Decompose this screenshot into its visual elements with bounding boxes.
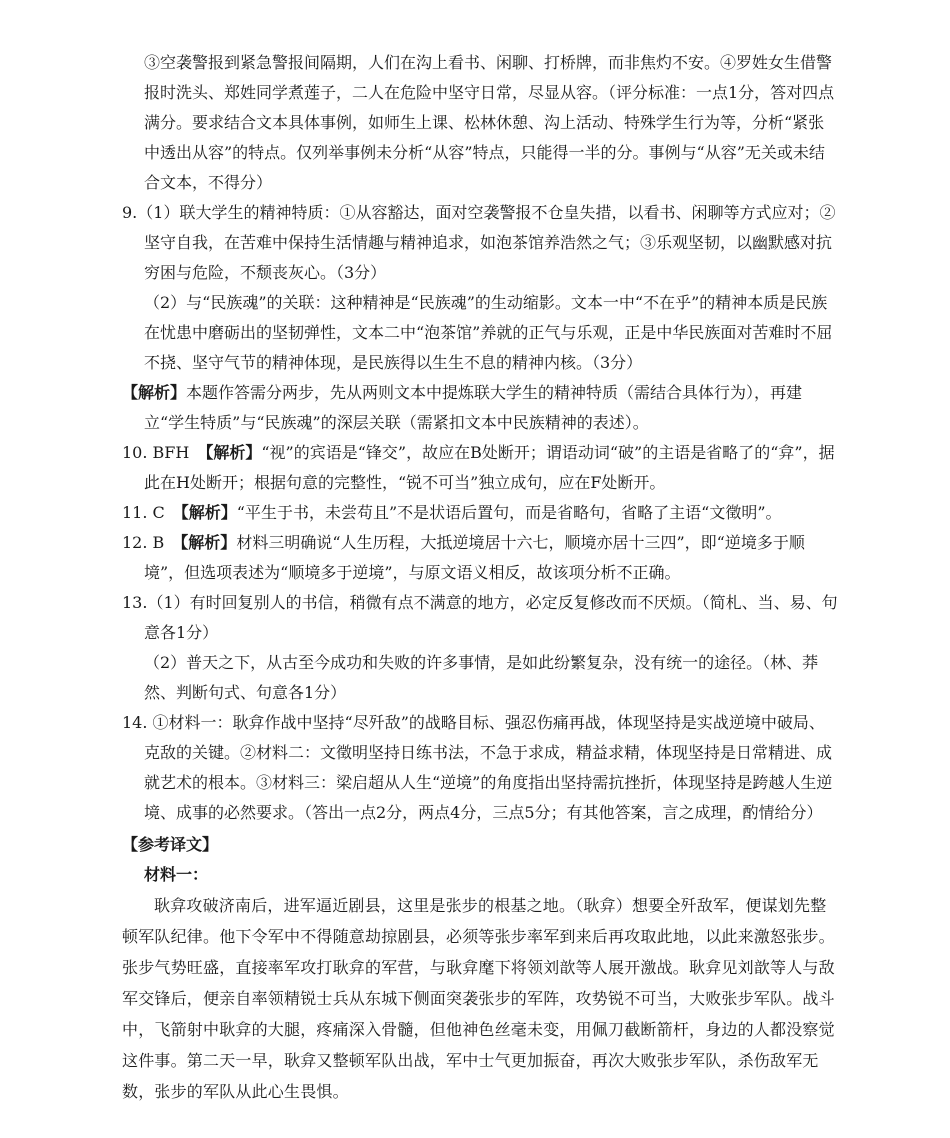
q9-analysis (122, 378, 838, 438)
analysis-tag: 【解析】 (122, 383, 187, 402)
analysis-tag: 【解析】 (180, 503, 237, 522)
q13-part1: 13.（1）有时回复别人的书信，稍微有点不满意的地方，必定反复修改而不厌烦。（简札、当、易、句意各1分） (122, 593, 838, 642)
q8-continuation: ③空袭警报到紧急警报间隔期，人们在沟上看书、闲聊、打桥牌，而非焦灼不安。④罗姓女生借警报时洗头、郑姓同学煮莲子，二人在危险中坚守日常，尽显从容。（评分标准：一点1分，答对四点满分。要求结合文本具体事例，如师生上课、松林休憩、沟上活动、特殊学生行为等，分析“紧张中透出从容”的特点。仅列举事例未分析“从容”特点，只能得一半的分。事例与“从容”无关或未结合文本，不得分） (144, 53, 835, 192)
q10-answer (122, 438, 838, 498)
q12-text: 材料三明确说“人生历程，大抵逆境居十六七，顺境亦居十三四”，即“逆境多于顺境”，但选项表述为“顺境多于逆境”，与原文语义相反，故该项分析不正确。 (144, 533, 805, 582)
q11-label: 11. C (122, 503, 181, 522)
q10-label: 10. BFH (122, 443, 206, 462)
q9-analysis-text: 本题作答需分两步，先从两则文本中提炼联大学生的精神特质（需结合具体行为），再建立“学生特质”与“民族魂”的深层关联（需紧扣文本中民族精神的表述）。 (144, 383, 803, 432)
analysis-tag: 【解析】 (205, 443, 262, 462)
q12-label: 12. B (122, 533, 181, 552)
material1-title: 材料一： (144, 865, 209, 884)
q9-part2: （2）与“民族魂”的关联：这种精神是“民族魂”的生动缩影。文本一中“不在乎”的精神本质是民族在忧患中磨砺出的坚韧弹性，文本二中“泡茶馆”养就的正气与乐观，正是中华民族面对苦难时不屈不挠、坚守气节的精神体现，是民族得以生生不息的精神内核。（3分） (144, 293, 833, 372)
q10-text: “视”的宾语是“锋交”，故应在B处断开；谓语动词“破”的主语是省略了的“弇”，据此在H处断开；根据句意的完整性，“锐不可当”独立成句，应在F处断开。 (144, 443, 835, 492)
q9-part1: 9.（1）联大学生的精神特质：①从容豁达，面对空袭警报不仓皇失措，以看书、闲聊等方式应对；②坚守自我，在苦难中保持生活情趣与精神追求，如泡茶馆养浩然之气；③乐观坚韧，以幽默感对抗穷困与危险，不颓丧灰心。（3分） (122, 203, 836, 282)
q11-text: “平生于书，未尝苟且”不是状语后置句，而是省略句，省略了主语“文徵明”。 (236, 503, 782, 522)
analysis-tag: 【解析】 (180, 533, 237, 552)
q11-answer (122, 498, 838, 528)
reference-translation-title: 【参考译文】 (122, 835, 219, 854)
material1-translation: 耿弇攻破济南后，进军逼近剧县，这里是张步的根基之地。（耿弇）想要全歼敌军，便谋划先整顿军队纪律。他下令军中不得随意劫掠剧县，必须等张步率军到来后再攻取此地，以此来激怒张步。张步气势旺盛，直接率军攻打耿弇的军营，与耿弇麾下将领刘歆等人展开激战。耿弇见刘歆等人与敌军交锋后，便亲自率领精锐士兵从东城下侧面突袭张步的军阵，攻势锐不可当，大败张步军队。战斗中，飞箭射中耿弇的大腿，疼痛深入骨髓，但他神色丝毫未变，用佩刀截断箭杆，身边的人都没察觉这件事。第二天一早，耿弇又整顿军队出战，军中士气更加振奋，再次大败张步军队，杀伤敌军无数，张步的军队从此心生畏惧。 (122, 896, 835, 1101)
q14-answer: 14. ①材料一：耿弇作战中坚持“尽歼敌”的战略目标、强忍伤痛再战，体现坚持是实战逆境中破局、克敌的关键。②材料二：文徵明坚持日练书法，不急于求成，精益求精，体现坚持是日常精进、成就艺术的根本。③材料三：梁启超从人生“逆境”的角度指出坚持需抗挫折，体现坚持是跨越人生逆境、成事的必然要求。（答出一点2分，两点4分，三点5分；有其他答案，言之成理，酌情给分） (122, 713, 833, 822)
q13-part2: （2）普天之下，从古至今成功和失败的许多事情，是如此纷繁复杂，没有统一的途径。（林、莽然、判断句式、句意各1分） (144, 653, 819, 702)
q12-answer (122, 528, 838, 588)
